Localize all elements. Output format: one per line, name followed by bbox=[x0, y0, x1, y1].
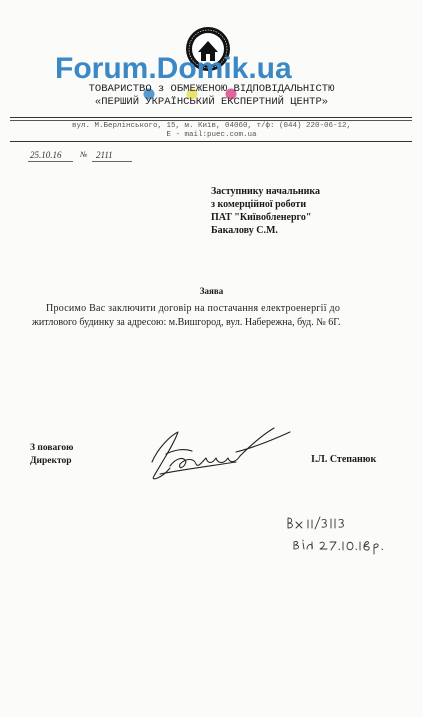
handwritten-registration-note bbox=[284, 512, 394, 562]
signer-name: І.Л. Степанюк bbox=[311, 454, 377, 465]
letterhead-rule-bottom bbox=[10, 141, 412, 142]
org-name-line-2: «ПЕРШИЙ УКРАЇНСЬКИЙ ЕКСПЕРТНИЙ ЦЕНТР» bbox=[94, 96, 329, 108]
letterhead-rule-top-inner bbox=[10, 120, 412, 121]
outgoing-number: 2111 bbox=[96, 150, 113, 160]
outgoing-date: 25.10.16 bbox=[30, 150, 62, 160]
recipient-line-1: Заступнику начальника bbox=[211, 186, 321, 197]
document-title: Заява bbox=[199, 286, 224, 296]
address-line: вул. М.Берлінського, 15, м. Київ, 04060, т/ф: (044) 220-06-12, bbox=[71, 122, 352, 130]
closing-position: Директор bbox=[30, 456, 72, 466]
recipient-line-3: ПАТ "Київобленерго" bbox=[211, 212, 312, 223]
body-paragraph-line-1: Просимо Вас заключити договір на постачання електроенергії до bbox=[46, 303, 341, 314]
date-underline bbox=[28, 161, 73, 162]
body-paragraph-line-2: житлового будинку за адресою: м.Вишгород, вул. Набережна, буд. № 6Г. bbox=[32, 317, 341, 328]
org-name-line-1: ТОВАРИСТВО з ОБМЕЖЕНОЮ ВІДПОВІДАЛЬНІСТЮ bbox=[88, 83, 335, 95]
handwritten-signature bbox=[140, 418, 300, 488]
letterhead-rule-top bbox=[10, 117, 412, 118]
outgoing-number-label: № bbox=[80, 150, 88, 159]
recipient-line-4: Бакалову С.М. bbox=[211, 225, 278, 236]
recipient-line-2: з комерційної роботи bbox=[211, 199, 307, 210]
email-line: E - mail:puec.com.ua bbox=[166, 131, 257, 139]
number-underline bbox=[92, 161, 132, 162]
closing-regards: З повагою bbox=[30, 443, 74, 453]
forum-watermark: Forum.Domik.ua bbox=[55, 52, 292, 85]
